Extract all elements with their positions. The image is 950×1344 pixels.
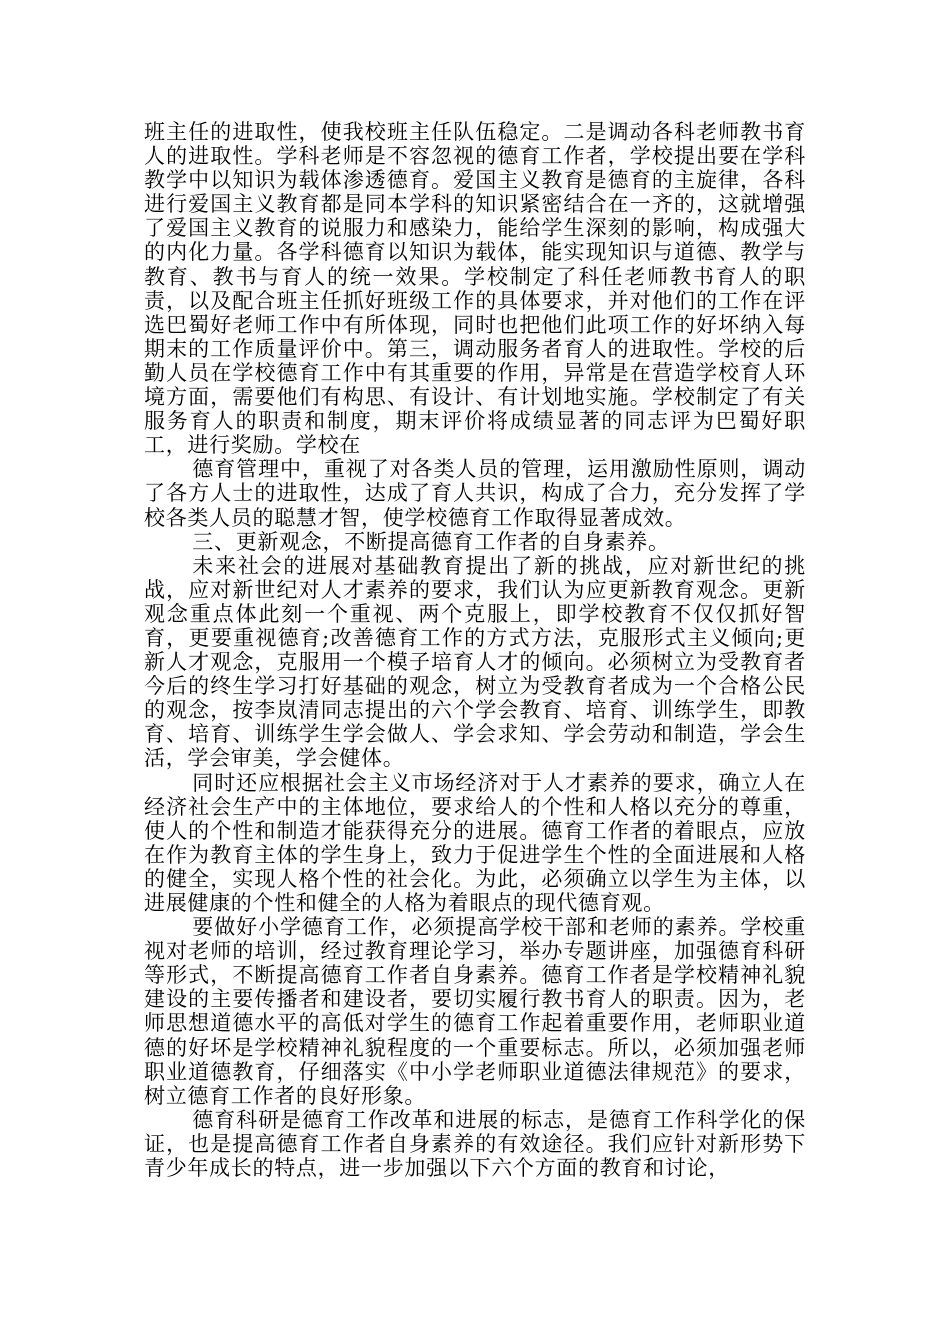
- paragraph-6: 要做好小学德育工作，必须提高学校干部和老师的素养。学校重视对老师的培训，经过教育理论学习，举办专题讲座，加强德育科研等形式，不断提高德育工作者自身素养。德育工作者是学校精神礼貌建设的主要传播者和建设者，要切实履行教书育人的职责。因为，老师思想道德水平的高低对学生的德育工作起着重要作用，老师职业道德的好坏是学校精神礼貌程度的一个重要标志。所以，必须加强老师职业道德教育，仔细落实《中小学老师职业道德法律规范》的要求，树立德育工作者的良好形象。: [144, 915, 806, 1108]
- body-text: [144, 120, 806, 1180]
- paragraph-4: 未来社会的进展对基础教育提出了新的挑战，应对新世纪的挑战，应对新世纪对人才素养的要求，我们认为应更新教育观念。更新观念重点体此刻一个重视、两个克服上，即学校教育不仅仅抓好智育，更要重视德育;改善德育工作的方式方法，克服形式主义倾向;更新人才观念，克服用一个模子培育人才的倾向。必须树立为受教育者今后的终生学习打好基础的观念，树立为受教育者成为一个合格公民的观念，按李岚清同志提出的六个学会教育、培育、训练学生，即教育、培育、训练学生学会做人、学会求知、学会劳动和制造，学会生活，学会审美，学会健体。: [144, 553, 806, 771]
- section-heading-3: 三、更新观念，不断提高德育工作者的自身素养。: [192, 529, 670, 554]
- paragraph-7: 德育科研是德育工作改革和进展的标志，是德育工作科学化的保证，也是提高德育工作者自身素养的有效途径。我们应针对新形势下青少年成长的特点，进一步加强以下六个方面的教育和讨论，: [144, 1107, 806, 1181]
- paragraph-2: 德育管理中，重视了对各类人员的管理，运用激励性原则，调动了各方人士的进取性，达成了育人共识，构成了合力，充分发挥了学校各类人员的聪慧才智，使学校德育工作取得显著成效。: [144, 457, 806, 530]
- paragraph-5: 同时还应根据社会主义市场经济对于人才素养的要求，确立人在经济社会生产中的主体地位，要求给人的个性和人格以充分的尊重，使人的个性和制造才能获得充分的进展。德育工作者的着眼点，应放在作为教育主体的学生身上，致力于促进学生个性的全面进展和人格的健全，实现人格个性的社会化。为此，必须确立以学生为主体，以进展健康的个性和健全的人格为着眼点的现代德育观。: [144, 770, 806, 915]
- paragraph-1: 班主任的进取性，使我校班主任队伍稳定。二是调动各科老师教书育人的进取性。学科老师是不容忽视的德育工作者，学校提出要在学科教学中以知识为载体渗透德育。爱国主义教育是德育的主旋律，各科进行爱国主义教育都是同本学科的知识紧密结合在一齐的，这就增强了爱国主义教育的说服力和感染力，能给学生深刻的影响，构成强大的内化力量。各学科德育以知识为载体，能实现知识与道德、教学与教育、教书与育人的统一效果。学校制定了科任老师教书育人的职责，以及配合班主任抓好班级工作的具体要求，并对他们的工作在评选巴蜀好老师工作中有所体现，同时也把他们此项工作的好坏纳入每期末的工作质量评价中。第三，调动服务者育人的进取性。学校的后勤人员在学校德育工作中有其重要的作用，异常是在营造学校育人环境方面，需要他们有构思、有设计、有计划地实施。学校制定了有关服务育人的职责和制度，期末评价将成绩显著的同志评为巴蜀好职工，进行奖励。学校在: [144, 120, 806, 458]
